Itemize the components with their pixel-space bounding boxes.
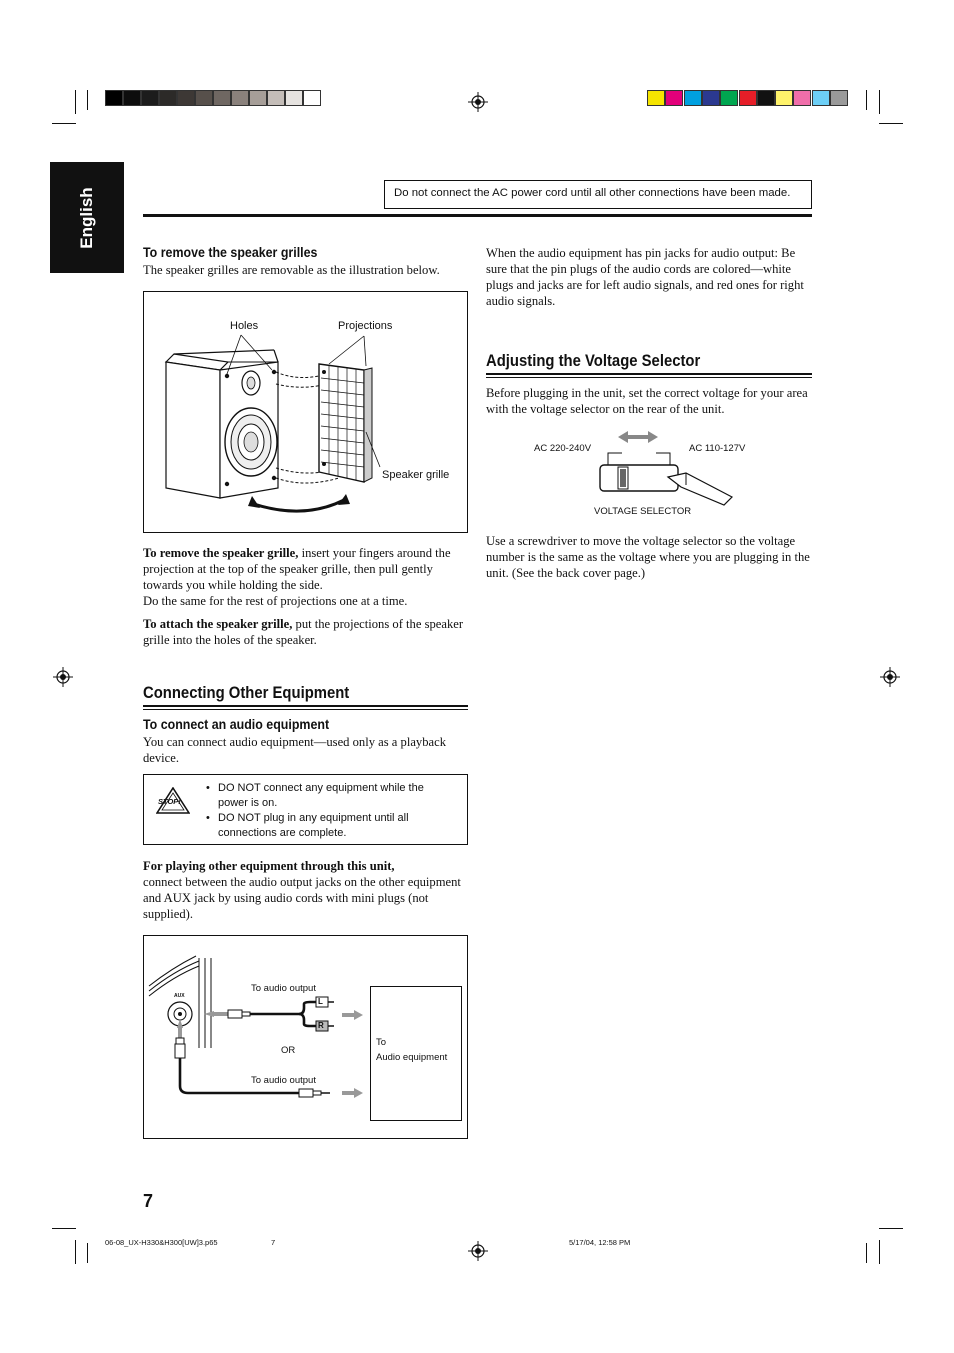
registration-target-icon: [53, 667, 73, 687]
gray-swatch: [141, 90, 159, 106]
gray-swatch: [159, 90, 177, 106]
audio-equipment-box: [370, 986, 462, 1121]
warning-item: • DO NOT plug in any equipment until all connections are complete.: [206, 811, 456, 841]
color-swatch: [775, 90, 793, 106]
gray-swatch: [195, 90, 213, 106]
color-swatch: [812, 90, 830, 106]
left-channel-label: L: [318, 997, 323, 1006]
gray-swatch: [123, 90, 141, 106]
remove-instructions: [143, 545, 468, 609]
ac-220-240v-label: AC 220-240V: [534, 443, 592, 454]
stop-label: STOP!: [158, 797, 181, 806]
registration-target-icon: [468, 1241, 488, 1261]
playing-text: connect between the audio output jacks on the other equipment and AUX jack by using audio cords with mini plugs (not supplied).: [143, 875, 461, 921]
notice-box: [384, 180, 812, 209]
projections-label: Projections: [338, 320, 393, 332]
gray-swatch: [231, 90, 249, 106]
to-audio-output-label-1: To audio output: [251, 983, 316, 994]
voltage-rule: [486, 373, 812, 375]
remove-bold: To remove the speaker grille,: [143, 546, 299, 560]
speaker-diagram: [144, 292, 467, 532]
remove-text: insert your fingers around the projection at the top of the speaker grille, then pull gently towards you while holding the side.: [143, 546, 451, 592]
registration-target-icon: [468, 92, 488, 112]
color-swatch: [684, 90, 702, 106]
audio-connection-diagram: [143, 935, 468, 1139]
connecting-rule-2: [143, 709, 468, 710]
connect-audio-intro: You can connect audio equipment—used only as a playback device.: [143, 735, 446, 765]
top-rule: [143, 214, 812, 217]
ac-110-127v-label: AC 110-127V: [689, 443, 746, 454]
voltage-rule-2: [486, 377, 812, 378]
color-swatch: [739, 90, 757, 106]
aux-label: AUX: [174, 993, 185, 999]
voltage-outro: Use a screwdriver to move the voltage selector so the voltage number is the same as the voltage where you are plugging in the unit. (See the back cover page.): [486, 534, 810, 580]
notice-text: Do not connect the AC power cord until all other connections have been made.: [394, 187, 791, 199]
gray-swatch: [267, 90, 285, 106]
voltage-selector-illustration: [486, 425, 812, 525]
color-swatch: [793, 90, 811, 106]
to-audio-output-label-2: To audio output: [251, 1075, 316, 1086]
footer-page: 7: [271, 1238, 276, 1247]
connecting-heading: Connecting Other Equipment: [143, 684, 350, 702]
warning-box: [143, 774, 468, 845]
warning-list: [206, 781, 456, 841]
footer-date: 5/17/04, 12:58 PM: [569, 1238, 631, 1247]
attach-text: put the projections of the speaker grille into the holes of the speaker.: [143, 617, 464, 647]
gray-swatch: [105, 90, 123, 106]
color-swatch: [702, 90, 720, 106]
attach-bold: To attach the speaker grille,: [143, 617, 293, 631]
language-tab: [50, 162, 124, 273]
to-label: To: [376, 1037, 387, 1048]
playing-instructions: [143, 858, 468, 922]
voltage-selector-label: VOLTAGE SELECTOR: [594, 506, 692, 517]
pin-jacks-text: When the audio equipment has pin jacks for audio output: Be sure that the pin plugs of the audio cords are colored—white plugs and jacks are for left audio signals, and red ones for right audio signals.: [486, 246, 804, 308]
color-swatch: [665, 90, 683, 106]
right-channel-label: R: [318, 1021, 324, 1030]
attach-instructions: [143, 616, 468, 648]
gray-swatch: [177, 90, 195, 106]
color-swatch: [647, 90, 665, 106]
color-swatch: [830, 90, 848, 106]
gray-swatch: [249, 90, 267, 106]
gray-swatch: [303, 90, 321, 106]
gray-swatch: [213, 90, 231, 106]
footer-file: 06-08_UX-H330&H300[UW]3.p65: [105, 1238, 218, 1247]
connect-audio-heading: To connect an audio equipment: [143, 717, 330, 732]
playing-bold: For playing other equipment through this unit,: [143, 859, 395, 873]
color-swatch: [720, 90, 738, 106]
gray-swatch: [285, 90, 303, 106]
audio-equipment-label: Audio equipment: [376, 1052, 448, 1063]
remove-grilles-heading: To remove the speaker grilles: [143, 245, 318, 260]
registration-target-icon: [880, 667, 900, 687]
speaker-grille-label: Speaker grille: [382, 469, 450, 481]
remove-grilles-intro: The speaker grilles are removable as the illustration below.: [143, 263, 440, 277]
connecting-rule: [143, 705, 468, 707]
page-number: 7: [143, 1191, 154, 1211]
warning-item: • DO NOT connect any equipment while the power is on.: [206, 781, 456, 811]
speaker-grille-illustration: [143, 291, 468, 533]
language-tab-label: English: [77, 187, 96, 249]
color-swatch: [757, 90, 775, 106]
voltage-intro: Before plugging in the unit, set the correct voltage for your area with the voltage selector on the rear of the unit.: [486, 386, 808, 416]
voltage-heading: Adjusting the Voltage Selector: [486, 352, 701, 370]
or-label: OR: [281, 1045, 296, 1056]
remove-text-2: Do the same for the rest of projections one at a time.: [143, 594, 408, 608]
holes-label: Holes: [230, 320, 259, 332]
